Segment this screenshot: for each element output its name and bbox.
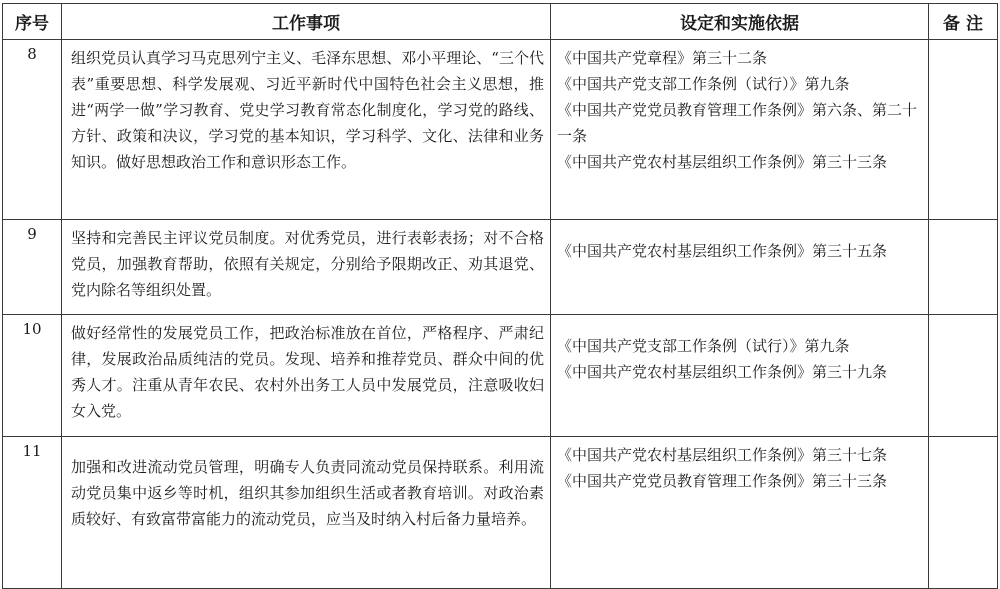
header-serial-number: 序号 <box>3 4 62 40</box>
table-row <box>3 220 998 315</box>
basis-line: 《中国共产党党员教育管理工作条例》第三十三条 <box>557 472 888 490</box>
row-work-item: 做好经常性的发展党员工作，把政治标准放在首位，严格程序、严肃纪律，发展政治品质纯洁的党员。发现、培养和推荐党员、群众中间的优秀人才。注重从青年农民、农村外出务工人员中发展党员，注意吸收妇女入党。 <box>62 315 551 437</box>
row-serial-number: 10 <box>3 315 62 437</box>
row-work-item: 坚持和完善民主评议党员制度。对优秀党员，进行表彰表扬；对不合格党员，加强教育帮助，依照有关规定，分别给予限期改正、劝其退党、党内除名等组织处置。 <box>62 220 551 315</box>
row-serial-number: 9 <box>3 220 62 315</box>
basis-line: 《中国共产党支部工作条例（试行）》第九条 <box>557 337 850 355</box>
header-work-item: 工作事项 <box>62 4 551 40</box>
basis-line: 《中国共产党党员教育管理工作条例》第六条、第二十一条 <box>557 101 918 145</box>
table-header-row <box>3 4 998 40</box>
work-items-table <box>2 3 998 589</box>
row-serial-number: 8 <box>3 40 62 220</box>
table-row <box>3 40 998 220</box>
row-note <box>929 220 998 315</box>
basis-line: 《中国共产党农村基层组织工作条例》第三十五条 <box>557 242 888 260</box>
row-work-item: 组织党员认真学习马克思列宁主义、毛泽东思想、邓小平理论、“三个代表”重要思想、科学发展观、习近平新时代中国特色社会主义思想，推进“两学一做”学习教育、党史学习教育常态化制度化，学习党的路线、方针、政策和决议，学习党的基本知识，学习科学、文化、法律和业务知识。做好思想政治工作和意识形态工作。 <box>62 40 551 220</box>
row-basis <box>551 40 929 220</box>
row-basis <box>551 315 929 437</box>
row-basis <box>551 437 929 589</box>
basis-line: 《中国共产党章程》第三十二条 <box>557 49 768 67</box>
basis-line: 《中国共产党支部工作条例（试行）》第九条 <box>557 75 850 93</box>
header-basis: 设定和实施依据 <box>551 4 929 40</box>
table-row <box>3 437 998 589</box>
row-note <box>929 315 998 437</box>
header-note: 备 注 <box>929 4 998 40</box>
table-row <box>3 315 998 437</box>
basis-line: 《中国共产党农村基层组织工作条例》第三十三条 <box>557 153 888 171</box>
row-note <box>929 40 998 220</box>
basis-line: 《中国共产党农村基层组织工作条例》第三十九条 <box>557 363 888 381</box>
row-work-item: 加强和改进流动党员管理，明确专人负责同流动党员保持联系。利用流动党员集中返乡等时机，组织其参加组织生活或者教育培训。对政治素质较好、有致富带富能力的流动党员，应当及时纳入村后备力量培养。 <box>62 437 551 589</box>
basis-line: 《中国共产党农村基层组织工作条例》第三十七条 <box>557 446 888 464</box>
row-serial-number: 11 <box>3 437 62 589</box>
row-note <box>929 437 998 589</box>
row-basis <box>551 220 929 315</box>
